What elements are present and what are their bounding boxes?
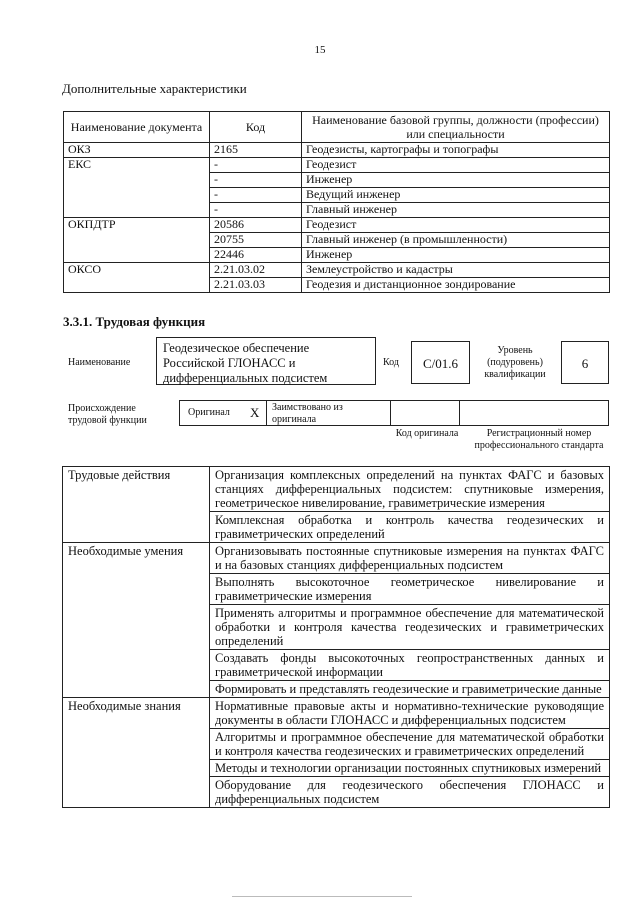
item-cell: Организация комплексных определений на пунктах ФАГС и базовых станциях дифференциальных подсистем: спутниковые измерения, геометрическое нивелирование, гравиметрические измерения xyxy=(210,467,610,512)
name-cell: Геодезия и дистанционное зондирование xyxy=(302,278,610,293)
level-label: Уровень (подуровень) квалификации xyxy=(484,345,546,380)
name-cell: Главный инженер (в промышленности) xyxy=(302,233,610,248)
item-cell: Нормативные правовые акты и нормативно-технические руководящие документы в области ГЛОНАСС и дифференциальных подсистем xyxy=(210,698,610,729)
reg-number-box xyxy=(459,400,609,426)
function-name-box: Геодезическое обеспечение Российской ГЛОНАСС и дифференциальных подсистем xyxy=(156,337,376,385)
borrowed-label: Заимствовано из оригинала xyxy=(272,402,343,425)
code-cell: 20755 xyxy=(210,233,302,248)
doc-cell: ОКПДТР xyxy=(64,218,210,263)
item-cell: Создавать фонды высокоточных геопространственных данных и гравиметрической информации xyxy=(210,650,610,681)
item-cell: Выполнять высокоточное геометрическое нивелирование и гравиметрические измерения xyxy=(210,574,610,605)
category-cell: Трудовые действия xyxy=(63,467,210,543)
reg-number-label: Регистрационный номер профессионального стандарта xyxy=(474,428,604,451)
item-cell: Оборудование для геодезического обеспечения ГЛОНАСС и дифференциальных подсистем xyxy=(210,777,610,808)
name-cell: Геодезисты, картографы и топографы xyxy=(302,143,610,158)
page-number: 15 xyxy=(314,44,326,56)
table-row xyxy=(64,263,610,278)
code-cell: - xyxy=(210,158,302,173)
code-original-box xyxy=(390,400,460,426)
name-cell: Инженер xyxy=(302,173,610,188)
name-cell: Ведущий инженер xyxy=(302,188,610,203)
name-cell: Геодезист xyxy=(302,158,610,173)
name-cell: Геодезист xyxy=(302,218,610,233)
code-original-label: Код оригинала xyxy=(395,428,459,439)
origin-boxes xyxy=(179,400,609,426)
name-label: Наименование xyxy=(68,357,131,368)
labor-function-title: 3.3.1. Трудовая функция xyxy=(63,314,206,329)
table-row xyxy=(63,467,610,512)
original-mark: Х xyxy=(250,405,260,420)
original-box xyxy=(179,400,267,426)
level-value-box: 6 xyxy=(561,341,609,384)
code-cell: 22446 xyxy=(210,248,302,263)
doc-cell: ОКСО xyxy=(64,263,210,293)
header-name: Наименование базовой группы, должности (профессии) или специальности xyxy=(302,112,610,143)
category-cell: Необходимые умения xyxy=(63,543,210,698)
item-cell: Методы и технологии организации постоянных спутниковых измерений xyxy=(210,760,610,777)
doc-cell: ОКЗ xyxy=(64,143,210,158)
item-cell: Применять алгоритмы и программное обеспечение для математической обработки и контроля качества геодезических и гравиметрических определений xyxy=(210,605,610,650)
code-cell: - xyxy=(210,173,302,188)
borrowed-box xyxy=(266,400,391,426)
table-row xyxy=(63,543,610,574)
name-cell: Главный инженер xyxy=(302,203,610,218)
code-label: Код xyxy=(383,357,399,368)
table-row xyxy=(64,158,610,173)
item-cell: Комплексная обработка и контроль качества геодезических и гравиметрических определений xyxy=(210,512,610,543)
name-cell: Инженер xyxy=(302,248,610,263)
table-row xyxy=(64,143,610,158)
code-cell: 20586 xyxy=(210,218,302,233)
code-cell: 2165 xyxy=(210,143,302,158)
item-cell: Формировать и представлять геодезические и гравиметрические данные xyxy=(210,681,610,698)
section-title: Дополнительные характеристики xyxy=(62,81,247,96)
code-cell: 2.21.03.03 xyxy=(210,278,302,293)
page-bottom-line xyxy=(232,896,412,897)
code-cell: - xyxy=(210,203,302,218)
item-cell: Алгоритмы и программное обеспечение для математической обработки и контроля качества геодезических и гравиметрических определений xyxy=(210,729,610,760)
doc-cell: ЕКС xyxy=(64,158,210,218)
table-row xyxy=(63,698,610,729)
origin-label: Происхождение трудовой функции xyxy=(68,403,147,426)
name-cell: Землеустройство и кадастры xyxy=(302,263,610,278)
code-cell: 2.21.03.02 xyxy=(210,263,302,278)
header-code: Код xyxy=(210,112,302,143)
item-cell: Организовывать постоянные спутниковые измерения на пунктах ФАГС и на базовых станциях дифференциальных подсистем xyxy=(210,543,610,574)
function-details-table xyxy=(62,466,610,808)
function-code-box: С/01.6 xyxy=(411,341,470,384)
original-label: Оригинал xyxy=(188,407,230,418)
characteristics-table xyxy=(63,111,610,293)
table-row xyxy=(64,218,610,233)
header-document: Наименование документа xyxy=(64,112,210,143)
code-cell: - xyxy=(210,188,302,203)
category-cell: Необходимые знания xyxy=(63,698,210,808)
